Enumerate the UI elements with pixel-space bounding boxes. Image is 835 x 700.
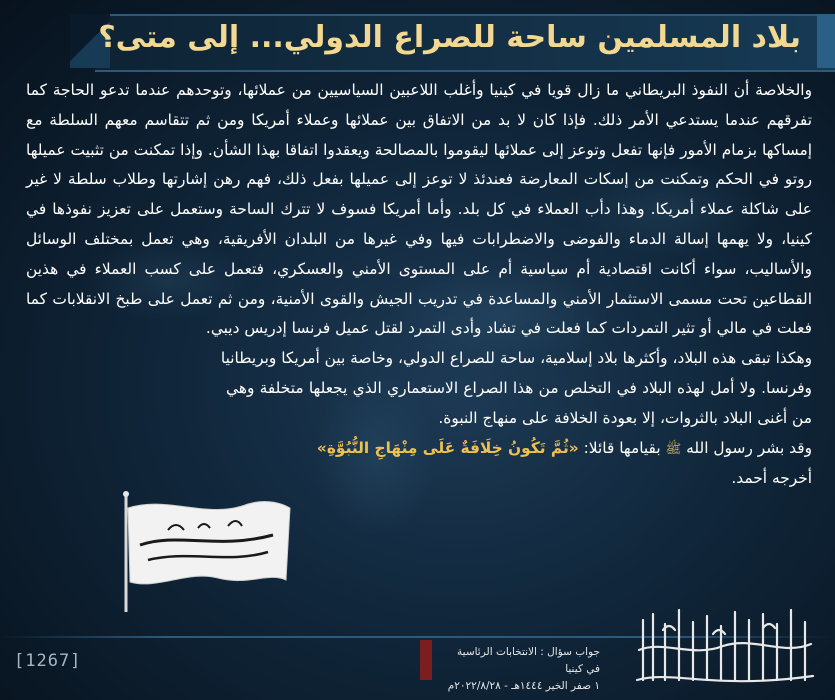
- hadith-intro: وقد بشر رسول الله: [686, 438, 812, 457]
- paragraph-3: [226, 434, 812, 465]
- footer-line-2: ١ صفر الخير ١٤٤٤هـ - ٢٠٢٢/٨/٢٨م: [447, 680, 600, 692]
- title-banner: [0, 14, 835, 68]
- reference-number: [1267]: [14, 651, 82, 671]
- footer-line-1: جواب سؤال : الانتخابات الرئاسية في كينيا: [457, 646, 600, 675]
- paragraph-2-first-line: وهكذا تبقى هذه البلاد، وأكثرها بلاد إسلامية، ساحة للصراع الدولي، وخاصة بين أمريكا وبريطانيا: [220, 349, 812, 368]
- footer-accent-box: [420, 640, 432, 680]
- title-accent: [817, 14, 835, 68]
- paragraph-1: والخلاصة أن النفوذ البريطاني ما زال قويا في كينيا وأغلب اللاعبين السياسيين من عملائها، وتوحدهم عندما تدعو الحاجة كما تفرقهم عندما يستدعي الأمر ذلك. فإذا كان لا بد من الاتفاق بين عملائها وعملاء أمريكا ومن ثم تتقاسم معهم السلطة مع إمساكها بزمام الأمور فإنها تفعل وتوعز إلى عملائها ليقوموا بالمصالحة ويعقدوا اتفاقا بهذا الشأن. وإذا تمكنت من تثبيت عميلها روتو في الحكم وتمكنت من إسكات المعارضة فعندئذ لا توعز إلى عميلها بفعل ذلك، فهم رهن إشارتها وطلاب سلطة لا غير على شاكلة عملاء أمريكا. وهذا دأب العملاء في كل بلد. وأما أمريكا فسوف لا تترك الساحة وستعمل على تعزيز نفوذها في كينيا، ولا يهمها إسالة الدماء والفوضى والاضطرابات فيها وفي غيرها من البلدان الأفريقية، وهي تعمل بمختلف الوسائل والأساليب، سواء أكانت اقتصادية أم سياسية أم على المستوى الأمني والعسكري، فتعمل على كسب العملاء في هذين القطاعين تحت مسمى الاستثمار الأمني والمساعدة في تدريب الجيش والقوى الأمنية، ومن ثم تعمل على طبخ الانقلابات كما فعلت في مالي أو تثير التمردات كما فعلت في تشاد وأدى التمرد لقتل عميل فرنسا إدريس ديبي.: [26, 81, 812, 338]
- paragraph-narrow-block: [226, 374, 812, 494]
- salawat-glyph: ﷺ: [665, 441, 682, 457]
- white-flag-icon: [118, 490, 293, 615]
- paragraph-2-rest: وفرنسا. ولا أمل لهذه البلاد في التخلص من هذا الصراع الاستعماري الذي يجعلها متخلفة وهي من أغنى البلاد بالثروات، إلا بعودة الخلافة على منهاج النبوة.: [226, 378, 812, 427]
- article-body: [26, 76, 812, 494]
- hadith-intro-2: بقيامها قائلا:: [583, 438, 661, 457]
- page-title: بلاد المسلمين ساحة للصراع الدولي... إلى متى؟: [98, 20, 801, 55]
- hadith-quote: «ثُمَّ تَكُونُ خِلَافَةٌ عَلَى مِنْهَاجِ النُّبُوَّةِ»: [316, 438, 579, 457]
- calligraphy-logo-icon: [623, 600, 823, 692]
- footer-caption: [440, 644, 600, 695]
- hadith-source: أخرجه أحمد.: [731, 469, 812, 488]
